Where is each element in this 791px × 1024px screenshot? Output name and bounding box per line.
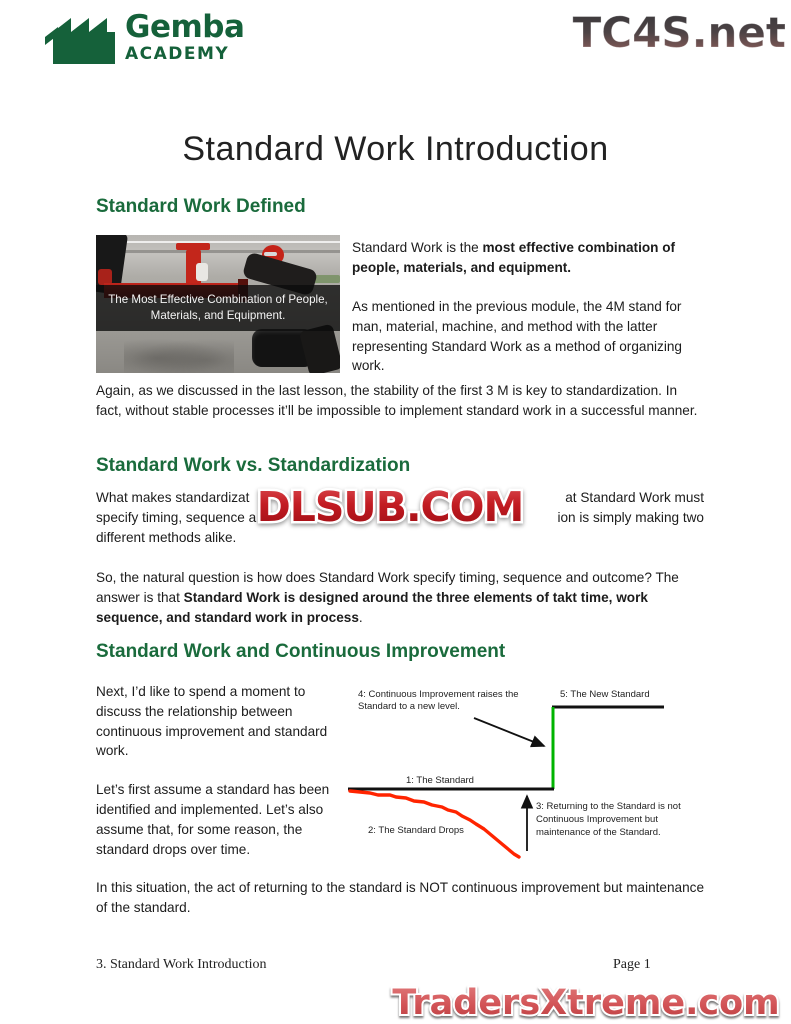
paragraph-defined-3: Again, as we discussed in the last lesson, the stability of the first 3 M is key to standardization. In fact, without stable processes it’ll be impossible to implement standard work in a successful manner.: [96, 383, 698, 418]
photo-caption-line2: Materials, and Equipment.: [150, 309, 286, 322]
tc4s-watermark: [566, 2, 790, 60]
heading-standard-work-and-continuous-improvement: Standard Work and Continuous Improvement: [96, 641, 506, 662]
diagram-label-2: 2: The Standard Drops: [368, 825, 464, 836]
frag-line2-left: specify timing, sequence a: [96, 510, 257, 525]
paragraph-ci-1: Next, I’d like to spend a moment to discuss the relationship between continuous improvement and standard work.: [96, 684, 328, 759]
p2-bold: Standard Work is designed around the three elements of takt time, work sequence, and standard work in process: [96, 589, 648, 625]
heading-standard-work-vs-standardization: Standard Work vs. Standardization: [96, 455, 411, 476]
p2-normal: So, the natural question is how does Standard Work specify timing, sequence and outcome? The answer is that: [96, 570, 679, 605]
dlsub-watermark-text: DLSUB.COM: [256, 483, 524, 531]
footer-page-number: Page 1: [613, 957, 651, 972]
wall-line: [96, 250, 340, 253]
diagram-arrow-4: [474, 718, 544, 746]
footer-left: 3. Standard Work Introduction: [96, 957, 267, 972]
page-title: Standard Work Introduction: [182, 130, 609, 168]
paragraph-ci-2: Let’s first assume a standard has been identified and implemented. Let’s also assume that, for some reason, the standard drops over time.: [96, 782, 330, 857]
logo-brand: Gemba: [125, 9, 245, 45]
tradersxtreme-watermark-text: TradersXtreme.com: [392, 983, 780, 1023]
pitstop-photo: [96, 235, 340, 373]
skid-marks: [124, 337, 234, 373]
diagram-label-3-line1: 3: Returning to the Standard is not: [536, 801, 681, 812]
paragraph-vs-2: [96, 568, 706, 627]
photo-caption: [96, 285, 340, 331]
p1-bold: most effective combination of people, materials, and equipment.: [352, 240, 676, 275]
frag-line1-right: at Standard Work must: [565, 490, 704, 505]
diagram-label-3-line3: maintenance of the Standard.: [536, 827, 661, 838]
diagram-label-4-line1: 4: Continuous Improvement raises the: [358, 689, 519, 700]
dlsub-watermark: [238, 477, 542, 535]
diagram-label-3-line2: Continuous Improvement but: [536, 814, 658, 825]
diagram-standard-drop-line: [350, 791, 519, 857]
factory-icon: [45, 12, 115, 68]
logo-text: [125, 9, 245, 64]
frag-line2-right: ion is simply making two: [557, 510, 704, 525]
paragraph-ci-3: In this situation, the act of returning to the standard is NOT continuous improvement but maintenance of the standard.: [96, 880, 705, 915]
diagram-label-1: 1: The Standard: [406, 775, 474, 786]
crew-visor: [264, 252, 277, 256]
paragraph-vs-1-line3: different methods alike.: [96, 530, 237, 545]
p1-normal: Standard Work is the: [352, 240, 483, 255]
logo-sub: ACADEMY: [125, 44, 230, 64]
tradersxtreme-watermark: [378, 979, 791, 1024]
paragraph-defined-2: As mentioned in the previous module, the 4M stand for man, material, machine, and method with the latter representing Standard Work as a method of organizing work.: [352, 299, 682, 374]
standard-improvement-diagram: [348, 683, 702, 870]
p2-end: .: [358, 609, 363, 625]
gemba-academy-logo: [45, 9, 245, 68]
frag-line1-left: What makes standardizat: [96, 490, 250, 505]
heading-standard-work-defined: Standard Work Defined: [96, 196, 306, 217]
track-line: [96, 241, 340, 243]
tc4s-watermark-text: TC4S.net: [572, 8, 786, 57]
paragraph-defined-1: [352, 238, 702, 278]
diagram-label-4-line2: Standard to a new level.: [358, 701, 460, 712]
diagram-label-5: 5: The New Standard: [560, 689, 650, 700]
ci-left-column: [96, 682, 344, 859]
car-bottle: [196, 263, 208, 281]
photo-caption-line1: The Most Effective Combination of People,: [108, 293, 328, 306]
